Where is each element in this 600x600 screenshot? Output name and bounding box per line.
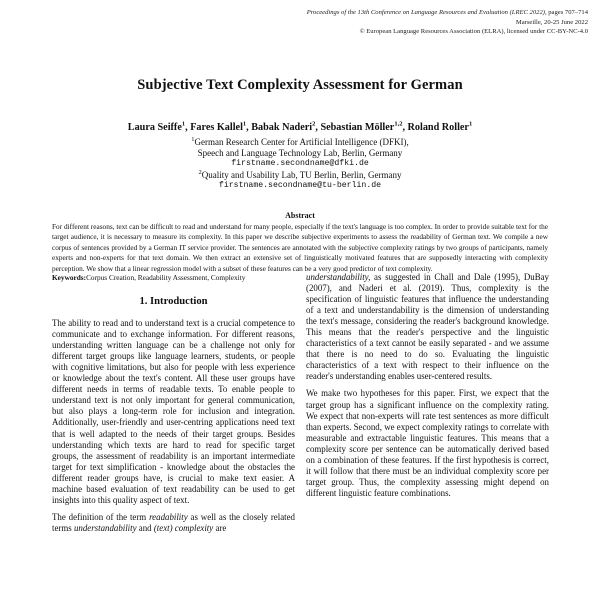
section-heading-introduction: 1. Introduction (139, 296, 208, 307)
keywords-text: Corpus Creation, Readability Assessment, Complexity (86, 273, 246, 282)
author-affiliation-mark: 1 (468, 120, 473, 128)
affiliation-2-email: firstname.secondname@tu-berlin.de (218, 180, 382, 190)
author-name: Babak Naderi (251, 122, 313, 133)
affiliations (0, 137, 600, 192)
intro-paragraph-1: The ability to read and to understand text is a crucial competence to communicate and to exchange information. For different reasons, understanding written language can be a challenge not only for different target groups like language learners, students, or people with cognitive limitations, but also for people with less experience or knowledge about the text's content. All these user groups have different needs in terms of readable texts. To enable people to understand text is not only important for general communication, but also plays a long-term role for inclusion and integration. Additionally, user-friendly and user-centring applications need text that is well adapted to the needs of their target groups. Besides understanding which texts are hard to read for specific target groups, the assessment of readability is an important intermediate target for text simplification - knowledge about the obstacles the different reader groups have, is crucial to make text easier. A machine based evaluation of text readability can be used to get insights into this quality aspect of text. (52, 318, 295, 505)
keywords-label: Keywords: (52, 273, 87, 282)
right-column (306, 272, 549, 505)
author-affiliation-mark: 1,2 (394, 120, 403, 128)
intro-paragraph-3 (306, 272, 549, 382)
affiliation-1-line-1: German Research Center for Artificial Intelligence (DFKI), (194, 137, 409, 147)
p2-text-a: The definition of the term (52, 511, 150, 522)
p3-text: as suggested in Chall and Dale (1995), DuBay (2007), and Naderi et al. (2019). Thus, complexity is the specification of linguistic features that influence the understanding of a text and understandability is the dimension of understanding the text's message, considering the reader's background knowledge. This means that the reader's perspective and the linguistic characteristics of a text cannot be easily separated - and we assume that there is no need to do so. Evaluating the linguistic characteristics of a text with respect to their influence on the reader's understanding enables user-centered results. (306, 272, 549, 382)
p2-text-d: are (213, 522, 227, 533)
author-name: Roland Roller (407, 122, 469, 133)
author-separator: , (402, 122, 408, 133)
proceedings-header (208, 8, 588, 37)
author-affiliation-mark: 1 (242, 120, 247, 128)
p2-term-complexity: (text) complexity (153, 522, 214, 533)
affiliation-mark: 2 (198, 168, 202, 176)
p3-term-understandability: understandability, (306, 272, 371, 282)
author-name: Fares Kallel (190, 122, 243, 133)
affiliation-1-email: firstname.secondname@dfki.de (231, 158, 369, 168)
author-separator: , (246, 122, 252, 133)
affiliation-1-line-2: Speech and Language Technology Lab, Berlin, Germany (197, 147, 403, 158)
proceedings-location: Marseille, 20-25 June 2022 (515, 18, 588, 26)
author-list (0, 122, 600, 133)
intro-paragraph-2 (52, 512, 295, 534)
p2-text-b: as well as the closely related terms (52, 511, 295, 533)
p2-term-understandability: understandability (73, 522, 137, 533)
left-column (52, 296, 295, 540)
author-affiliation-mark: 1 (181, 120, 186, 128)
author-name: Sebastian Möller (320, 122, 395, 133)
proceedings-pages: , pages 707–714 (544, 9, 588, 16)
author-affiliation-mark: 2 (312, 120, 316, 128)
proceedings-copyright: © European Language Resources Association (ELRA), licensed under CC-BY-NC-4.0 (359, 28, 588, 36)
author-name: Laura Seiffe (127, 122, 182, 133)
paper-title: Subjective Text Complexity Assessment for German (137, 77, 463, 93)
abstract-text: For different reasons, text can be difficult to read and understand for many people, especially if the text's language is too complex. In order to provide suitable text for the target audience, it is necessary to measure its complexity. In this paper we describe subjective experiments to assess the readability of German text. We compile a new corpus of sentences provided by a German IT service provider. The sentences are annotated with the subjective complexity ratings by two groups of participants, namely experts and non-experts for that text domain. We then extract an extensive set of linguistically motivated features that are supposedly interacting with complexity perception. We show that a linear regression model with a subset of these features can be a very good predictor of text complexity. (52, 222, 548, 273)
author-separator: , (315, 122, 321, 133)
proceedings-venue: Proceedings of the 13th Conference on Language Resources and Evaluation (LREC 2022) (306, 9, 545, 16)
author-separator: , (185, 122, 191, 133)
intro-paragraph-4: We make two hypotheses for this paper. First, we expect that the target group has a significant influence on the complexity rating. We expect that non-experts will rate test sentences as more difficult than experts. Second, we expect complexity ratings to correlate with measurable and extractable linguistic features. This means that a complexity score per sentence can be automatically derived based on a combination of these features. If the first hypothesis is correct, it will follow that there must be an individual complexity score per target group. Thus, the complexity assessing might depend on different linguistic feature combinations. (306, 388, 549, 498)
abstract-heading: Abstract (285, 211, 315, 220)
affiliation-mark: 1 (191, 136, 195, 143)
p2-term-readability: readability (149, 511, 188, 522)
affiliation-2-line-1: Quality and Usability Lab, TU Berlin, Berlin, Germany (201, 169, 402, 180)
p2-text-c: and (136, 522, 154, 533)
